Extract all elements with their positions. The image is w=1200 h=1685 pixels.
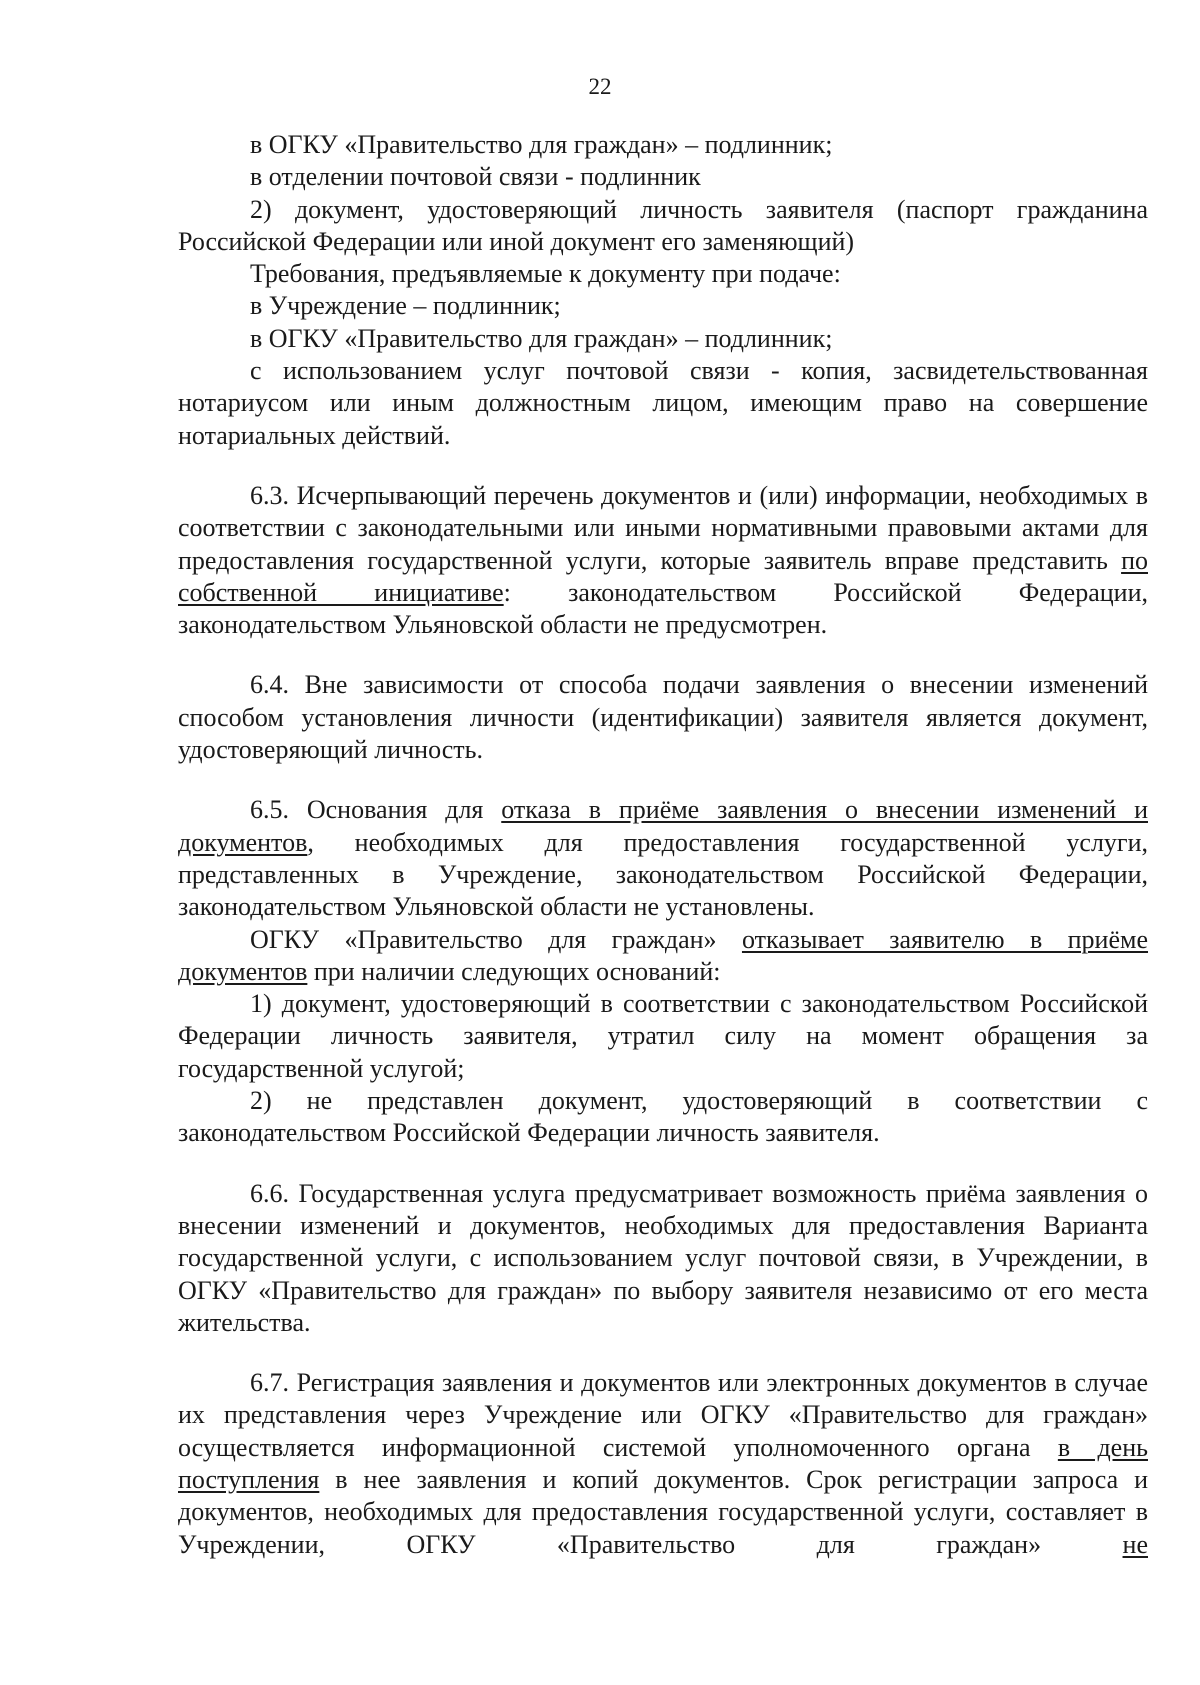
paragraph-requirements: Требования, предъявляемые к документу при подаче: [250,259,841,289]
paragraph-original-mfc: в ОГКУ «Правительство для граждан» – подлинник; [250,130,833,159]
underlined-text: отказа в приёме заявления о внесении изменений и документов [178,795,1148,857]
section-6-5: 6.5. Основания для отказа в приёме заявления о внесении изменений и документов, необходимых для предоставления государственной услуги, представленных в Учреждение, законодательством Российской Федерации, законодательством Ульяновской области не установлены. [178,795,1148,922]
paragraph-original-mfc-2: в ОГКУ «Правительство для граждан» – подлинник; [250,323,833,353]
document-body [178,129,1148,1561]
refusal-ground-1: 1) документ, удостоверяющий в соответствии с законодательством Российской Федерации личность заявителя, утратил силу на момент обращения за государственной услугой; [178,989,1148,1083]
paragraph-original-institution: в Учреждение – подлинник; [250,291,561,321]
section-6-7: 6.7. Регистрация заявления и документов или электронных документов в случае их представления через Учреждение или ОГКУ «Правительство для граждан» осуществляется информационной системой уполномоченного органа в день поступления в нее заявления и копий документов. Срок регистрации запроса и документов, необходимых для предоставления государственной услуги, составляет в Учреждении, ОГКУ «Правительство для граждан» не [178,1368,1148,1559]
underlined-text: не [1122,1529,1148,1559]
paragraph-original-post: в отделении почтовой связи - подлинник [250,162,701,192]
underlined-text: по собственной инициативе [178,545,1148,607]
underlined-text: отказывает заявителю в приёме документов [178,924,1149,986]
section-6-6: 6.6. Государственная услуга предусматривает возможность приёма заявления о внесении изменений и документов, необходимых для предоставления Варианта государственной услуги, с использованием услуг почтовой связи, в Учреждении, в ОГКУ «Правительство для граждан» по выбору заявителя независимо от его места жительства. [178,1178,1148,1337]
page-number: 22 [588,74,612,99]
paragraph-notarized-copy: с использованием услуг почтовой связи - копия, засвидетельствованная нотариусом или иным должностным лицом, имеющим право на совершение нотариальных действий. [178,356,1148,450]
underlined-text: в день поступления [178,1432,1148,1494]
paragraph-mfc-refusal: ОГКУ «Правительство для граждан» отказывает заявителю в приёме документов при наличии следующих оснований: [178,924,1149,986]
section-6-4: 6.4. Вне зависимости от способа подачи заявления о внесении изменений способом установления личности (идентификации) заявителя является документ, удостоверяющий личность. [178,670,1148,765]
section-6-3: 6.3. Исчерпывающий перечень документов и (или) информации, необходимых в соответствии с законодательными или иными нормативными правовыми актами для предоставления государственной услуги, которые заявитель вправе представить по собственной инициативе: законодательством Российской Федерации, законодательством Ульяновской области не предусмотрен. [178,480,1148,640]
paragraph-identity-document: 2) документ, удостоверяющий личность заявителя (паспорт гражданина Российской Федерации или иной документ его заменяющий) [178,194,1148,256]
refusal-ground-2: 2) не представлен документ, удостоверяющий в соответствии с законодательством Российской Федерации личность заявителя. [178,1086,1148,1148]
